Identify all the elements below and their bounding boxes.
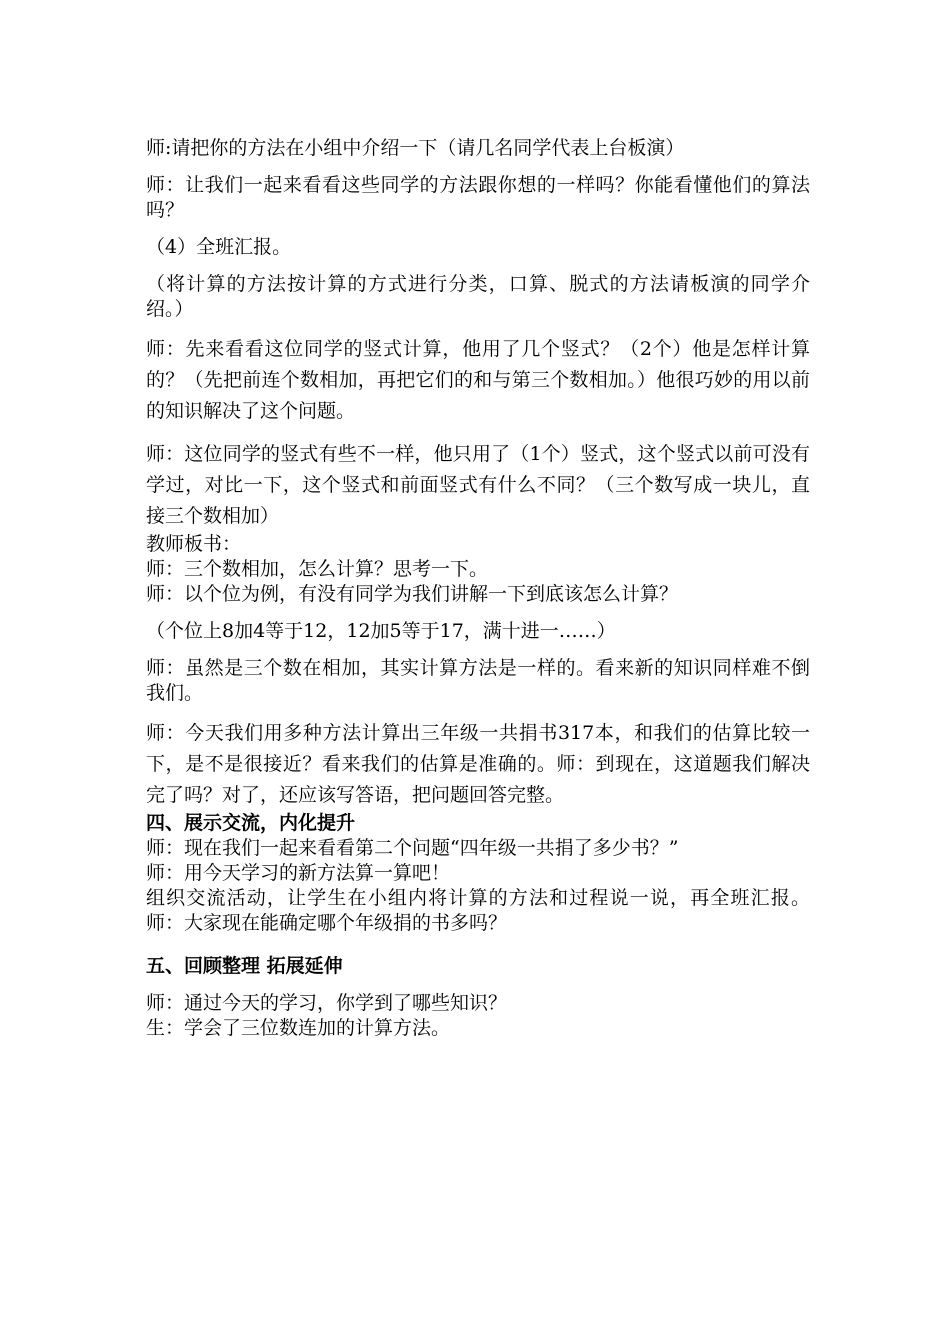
section-heading-four: 四、展示交流，内化提升 — [146, 812, 356, 834]
paragraph-compare-methods: 师：让我们一起来看看这些同学的方法跟你想的一样吗？你能看懂他们的算法吗？ — [146, 174, 810, 221]
paragraph-board-writing: 教师板书： — [146, 533, 242, 555]
paragraph-ones-place: 师：以个位为例，有没有同学为我们讲解一下到底该怎么计算？ — [146, 583, 679, 605]
paragraph-estimate: 师：今天我们用多种方法计算出三年级一共捐书317本，和我们的估算比较一下，是不是很接近？看来我们的估算是准确的。师：到现在，这道题我们解决完了吗？对了，还应该写答语，把问题回答完整。 — [146, 722, 810, 806]
paragraph-class-report: （4）全班汇报。 — [146, 236, 292, 258]
paragraph-ones-example: （个位上8加4等于12，12加5等于17，满十进一……） — [146, 620, 616, 642]
section-heading-five: 五、回顾整理 拓展延伸 — [146, 955, 343, 977]
paragraph-student-answer: 生：学会了三位数连加的计算方法。 — [146, 1017, 451, 1039]
document-body — [146, 136, 810, 1041]
paragraph-same-method: 师：虽然是三个数在相加，其实计算方法是一样的。看来新的知识同样难不倒我们。 — [146, 657, 810, 704]
paragraph-second-question: 师：现在我们一起来看看第二个问题“四年级一共捐了多少书？” — [146, 837, 679, 859]
paragraph-new-method: 师：用今天学习的新方法算一算吧！ — [146, 862, 451, 884]
paragraph-one-vertical: 师：这位同学的竖式有些不一样，他只用了（1个）竖式，这个竖式以前可没有学过，对比一下，这个竖式和前面竖式有什么不同？（三个数写成一块儿，直接三个数相加） — [146, 443, 810, 527]
paragraph-what-learned: 师：通过今天的学习，你学到了哪些知识？ — [146, 992, 508, 1014]
paragraph-classify-methods: （将计算的方法按计算的方式进行分类，口算、脱式的方法请板演的同学介绍。） — [146, 273, 810, 320]
paragraph-group-activity: 组织交流活动，让学生在小组内将计算的方法和过程说一说，再全班汇报。师：大家现在能确定哪个年级捐的书多吗？ — [146, 887, 810, 934]
paragraph-two-vertical: 师：先来看看这位同学的竖式计算，他用了几个竖式？（2个）他是怎样计算的？（先把前连个数相加，再把它们的和与第三个数相加。）他很巧妙的用以前的知识解决了这个问题。 — [146, 338, 810, 422]
paragraph-intro-method: 师:请把你的方法在小组中介绍一下（请几名同学代表上台板演） — [146, 137, 685, 159]
paragraph-three-numbers: 师：三个数相加，怎么计算？思考一下。 — [146, 558, 489, 580]
